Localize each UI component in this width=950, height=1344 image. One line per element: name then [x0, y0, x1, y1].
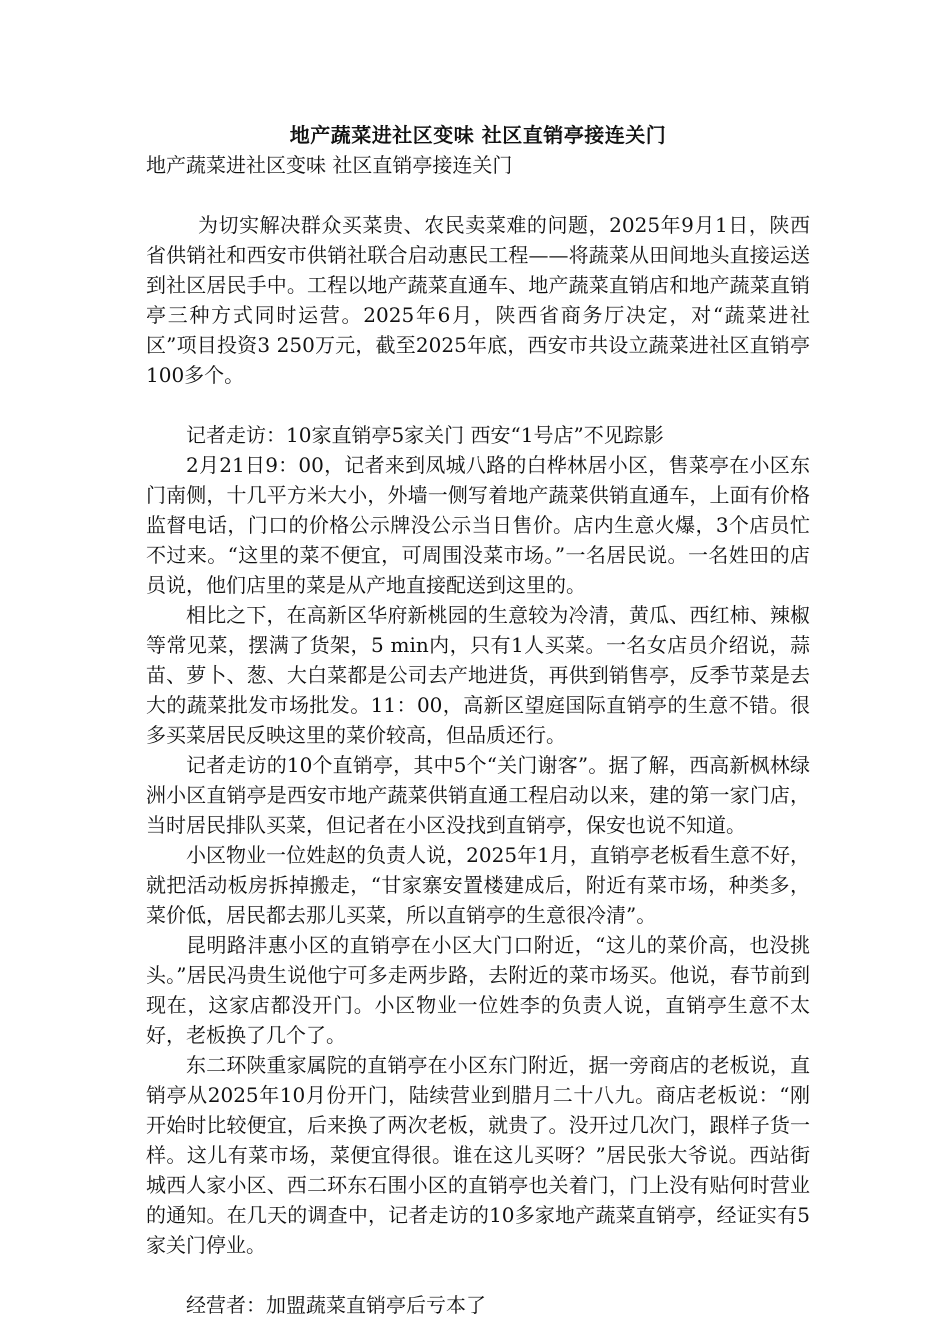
article-title: 地产蔬菜进社区变味 社区直销亭接连关门 — [289, 123, 667, 147]
intro-paragraph: 为切实解决群众买菜贵、农民卖菜难的问题，2025年9月1日，陕西省供销社和西安市供销社联合启动惠民工程——将蔬菜从田间地头直接运送到社区居民手中。工程以地产蔬菜直通车、地产蔬菜直销店和地产蔬菜直销亭三种方式同时运营。2025年6月，陕西省商务厅决定，对“蔬菜进社区”项目投资3 250万元，截至2025年底，西安市共设立蔬菜进社区直销亭100多个。 — [146, 213, 810, 387]
body-paragraph: 2月21日9：00，记者来到凤城八路的白桦林居小区，售菜亭在小区东门南侧，十几平方米大小，外墙一侧写着地产蔬菜供销直通车，上面有价格监督电话，门口的价格公示牌没公示当日售价。店内生意火爆，3个店员忙不过来。“这里的菜不便宜，可周围没菜市场。”一名居民说。一名姓田的店员说，他们店里的菜是从产地直接配送到这里的。 — [146, 453, 810, 597]
body-paragraph: 相比之下，在高新区华府新桃园的生意较为冷清，黄瓜、西红柿、辣椒等常见菜，摆满了货架，5 min内，只有1人买菜。一名女店员介绍说，蒜苗、萝卜、葱、大白菜都是公司去产地进货，再供到销售亭，反季节菜是去大的蔬菜批发市场批发。11：00，高新区望庭国际直销亭的生意不错。很多买菜居民反映这里的菜价较高，但品质还行。 — [146, 603, 810, 747]
section-heading-operator: 经营者：加盟蔬菜直销亭后亏本了 — [186, 1293, 486, 1317]
blank-line — [146, 1260, 810, 1290]
body-paragraph: 记者走访的10个直销亭，其中5个“关门谢客”。据了解，西高新枫林绿洲小区直销亭是西安市地产蔬菜供销直通工程启动以来，建的第一家门店，当时居民排队买菜，但记者在小区没找到直销亭，保安也说不知道。 — [146, 753, 810, 837]
blank-line — [146, 180, 810, 210]
document-page — [146, 120, 810, 1320]
body-paragraph: 小区物业一位姓赵的负责人说，2025年1月，直销亭老板看生意不好，就把活动板房拆掉搬走，“甘家寨安置楼建成后，附近有菜市场，种类多，菜价低，居民都去那儿买菜，所以直销亭的生意很冷清”。 — [146, 843, 810, 927]
body-paragraph: 东二环陕重家属院的直销亭在小区东门附近，据一旁商店的老板说，直销亭从2025年10月份开门，陆续营业到腊月二十八九。商店老板说：“刚开始时比较便宜，后来换了两次老板，就贵了。没开过几次门，跟样子货一样。这儿有菜市场，菜便宜得很。谁在这儿买呀？”居民张大爷说。西站街城西人家小区、西二环东石围小区的直销亭也关着门，门上没有贴何时营业的通知。在几天的调查中，记者走访的10多家地产蔬菜直销亭，经证实有5家关门停业。 — [146, 1053, 810, 1257]
article-subtitle: 地产蔬菜进社区变味 社区直销亭接连关门 — [146, 153, 513, 177]
body-paragraph: 昆明路沣惠小区的直销亭在小区大门口附近，“这儿的菜价高，也没挑头。”居民冯贵生说他宁可多走两步路，去附近的菜市场买。他说，春节前到现在，这家店都没开门。小区物业一位姓李的负责人说，直销亭生意不太好，老板换了几个了。 — [146, 933, 810, 1047]
section-heading-reporter-visit: 记者走访：10家直销亭5家关门 西安“1号店”不见踪影 — [186, 423, 664, 447]
blank-line — [146, 390, 810, 420]
